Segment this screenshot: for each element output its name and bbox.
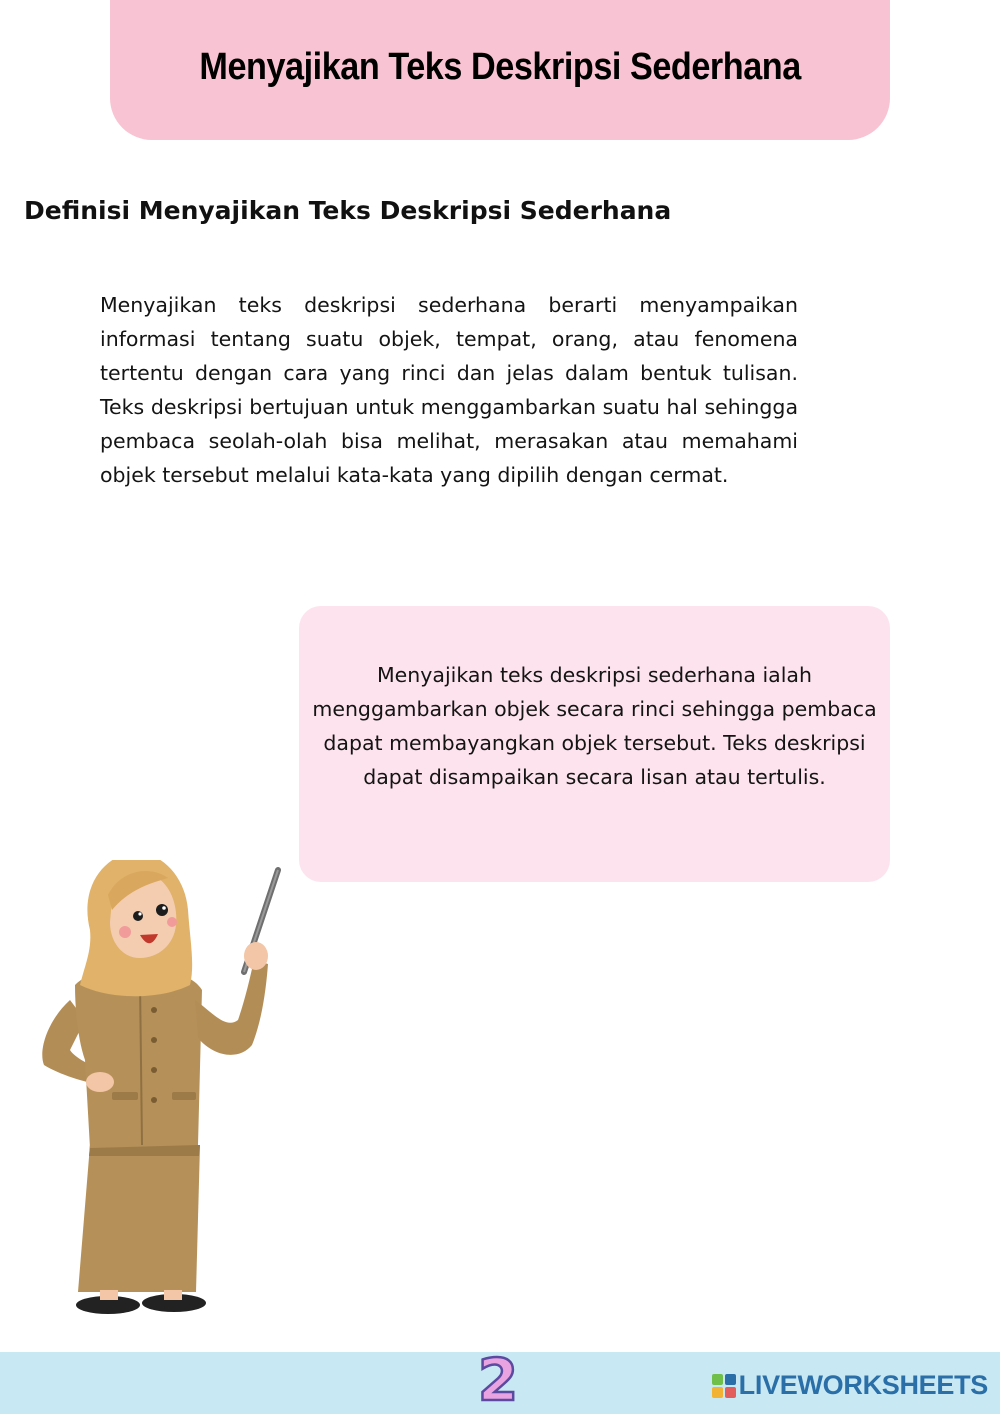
teacher-illustration xyxy=(30,860,290,1330)
brand-logo-group xyxy=(712,1370,988,1401)
svg-text:2: 2 xyxy=(477,1346,519,1412)
callout-box xyxy=(299,606,890,882)
title-banner xyxy=(110,0,890,140)
brand-name: LIVEWORKSHEETS xyxy=(738,1370,988,1400)
section-heading: Definisi Menyajikan Teks Deskripsi Sederhana xyxy=(24,196,672,225)
definition-paragraph: Menyajikan teks deskripsi sederhana berarti menyampaikan informasi tentang suatu objek, tempat, orang, atau fenomena tertentu dengan cara yang rinci dan jelas dalam bentuk tulisan. Teks deskripsi bertujuan untuk menggambarkan suatu hal sehingga pembaca seolah-olah bisa melihat, merasakan atau memahami objek tersebut melalui kata-kata yang dipilih dengan cermat. xyxy=(100,293,798,487)
page-title: Menyajikan Teks Deskripsi Sederhana xyxy=(199,45,801,88)
callout-text: Menyajikan teks deskripsi sederhana ialah menggambarkan objek secara rinci sehingga pembaca dapat membayangkan objek tersebut. Teks deskripsi dapat disampaikan secara lisan atau tertulis. xyxy=(312,663,877,789)
liveworksheets-logo-icon xyxy=(712,1374,736,1398)
page-number xyxy=(476,1346,520,1412)
